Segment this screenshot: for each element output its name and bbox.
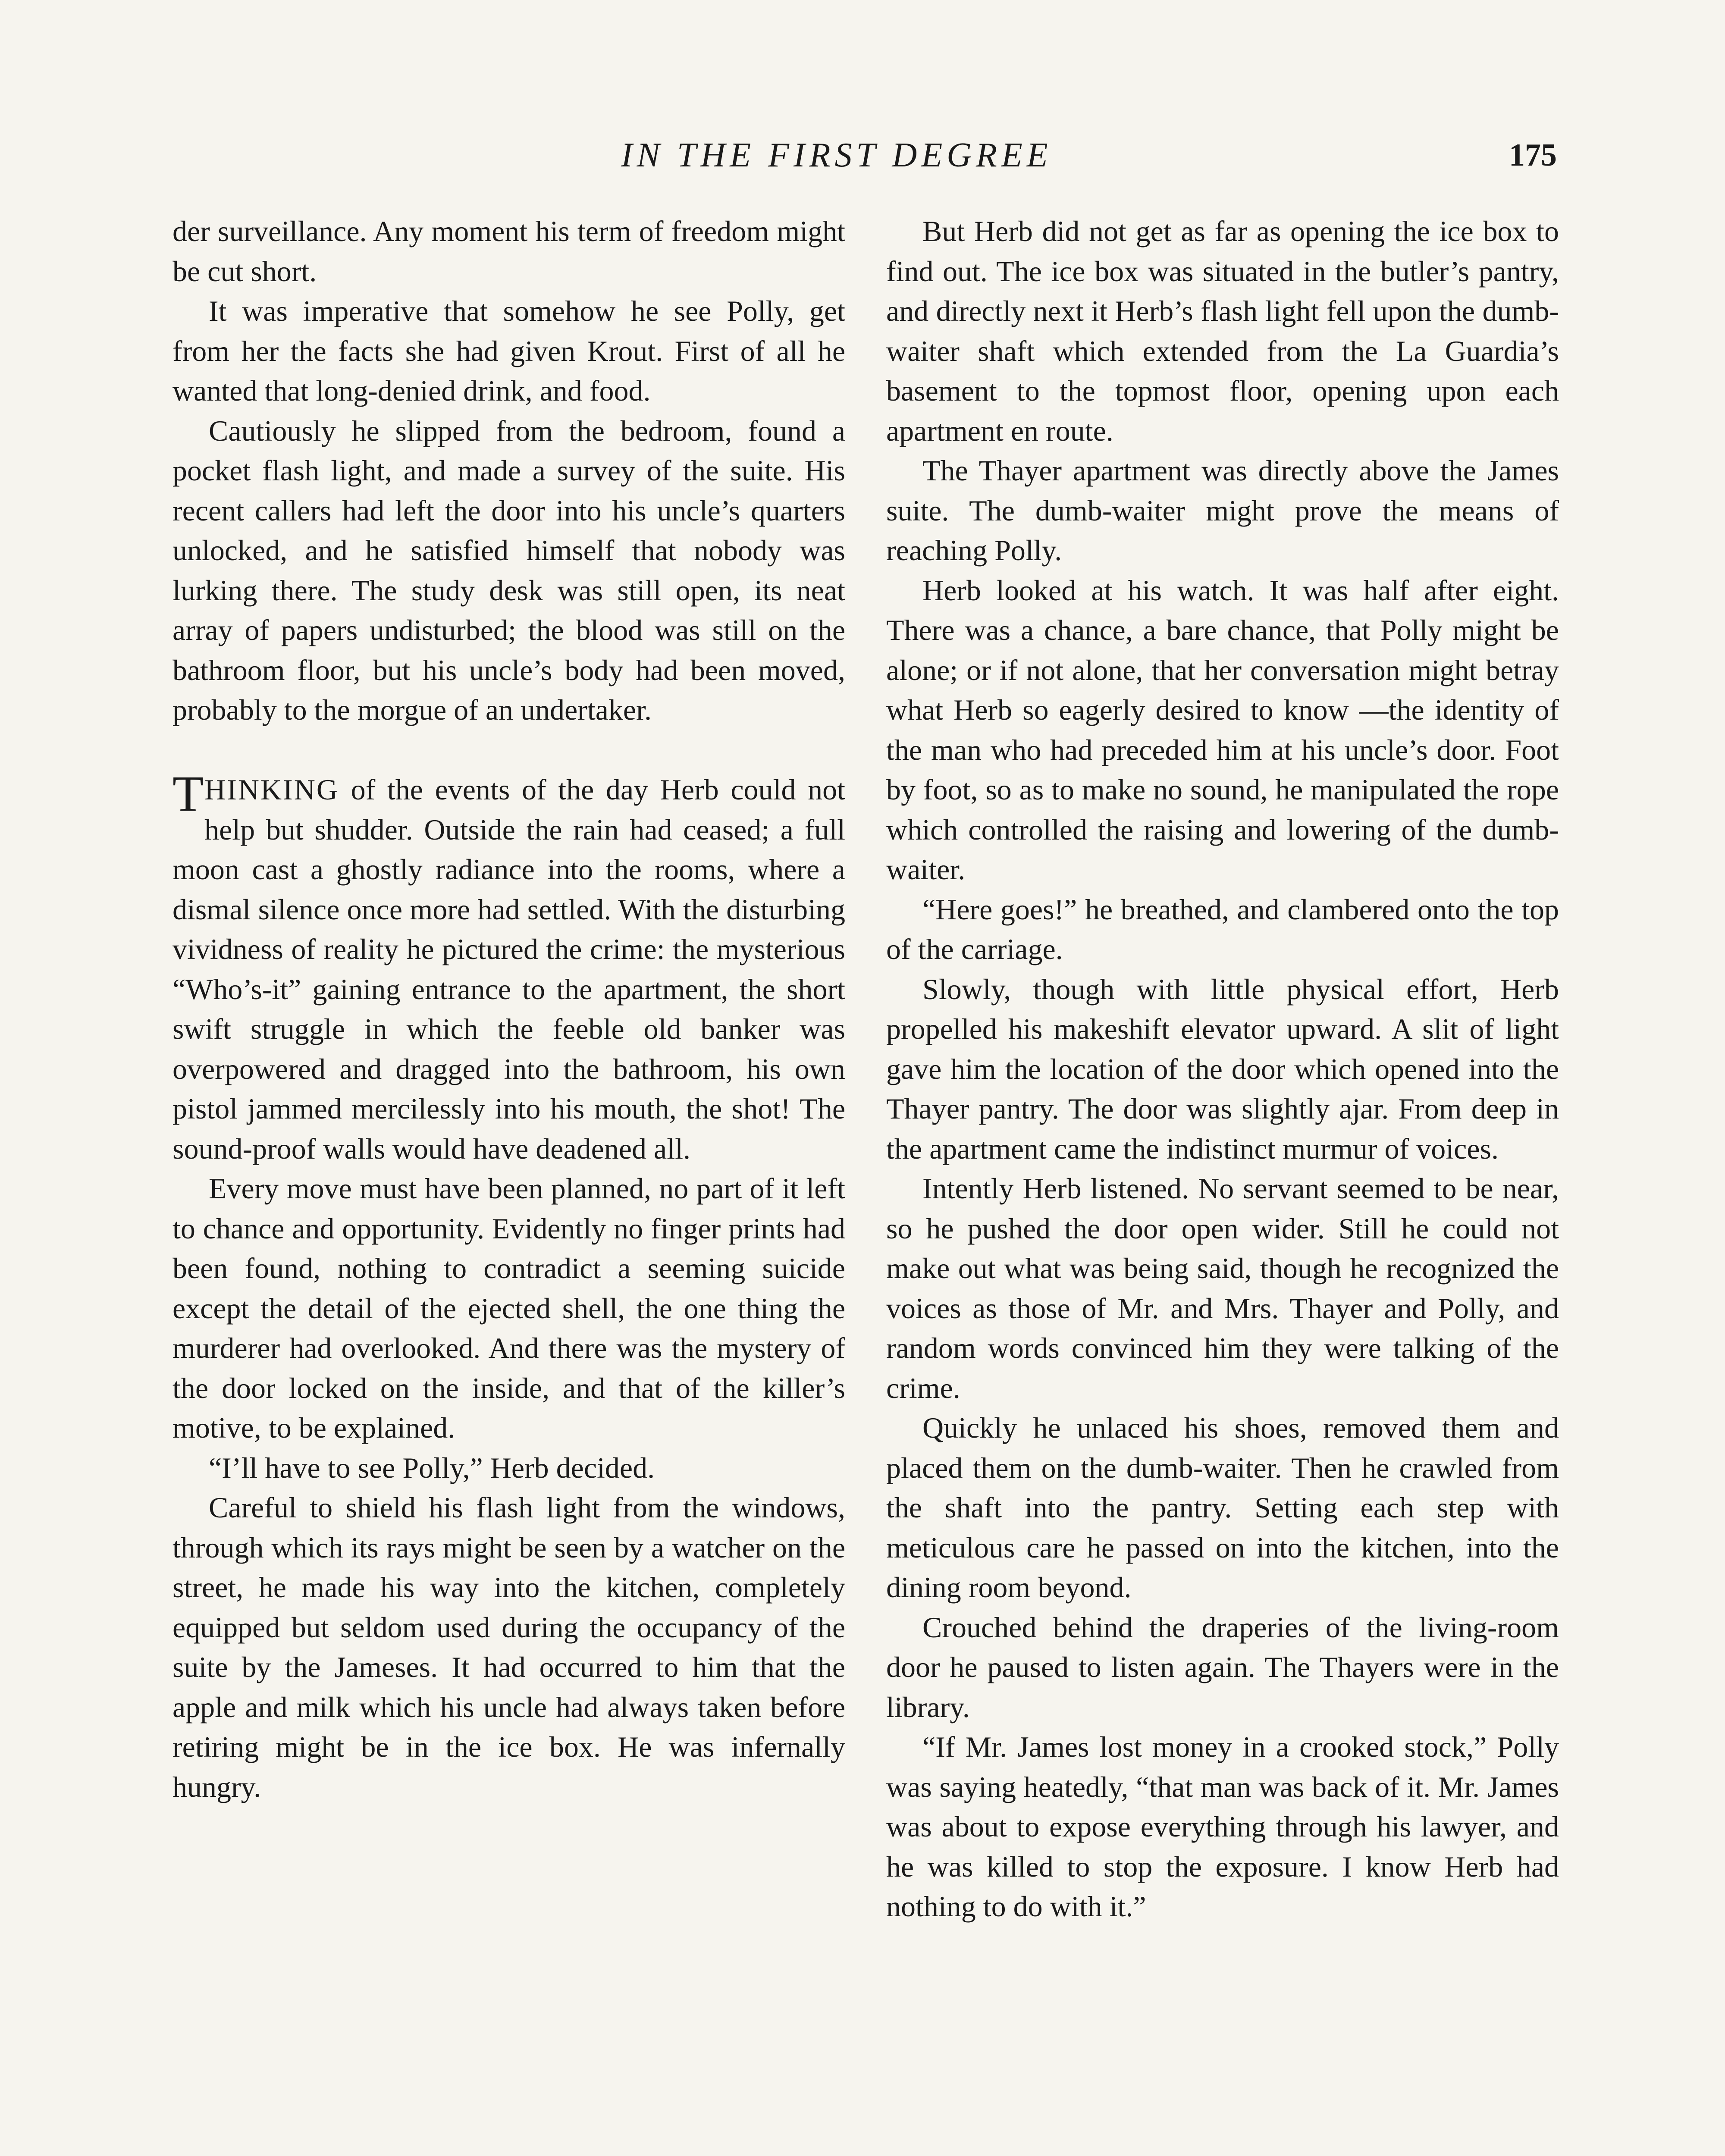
paragraph: Every move must have been planned, no part of it left to chance and opportunity. Evidently no finger prints had been found, nothing to contradict a seeming suicide except the detail of the ejected shell, the one thing the murderer had overlooked. And there was the mystery of the door locked on the inside, and that of the killer’s motive, to be explained.: [172, 1172, 845, 1444]
right-column: [886, 211, 1559, 1927]
paragraph: Crouched behind the draperies of the living-room door he paused to listen again. The Thayers were in the library.: [886, 1611, 1559, 1724]
paragraph: der surveillance. Any moment his term of freedom might be cut short.: [172, 215, 845, 288]
paragraph: Slowly, though with little physical effort, Herb propelled his makeshift elevator upward. A slit of light gave him the location of the door which opened into the Thayer pantry. The door was slightly ajar. From deep in the apartment came the indistinct murmur of voices.: [886, 972, 1559, 1165]
paragraph: “If Mr. James lost money in a crooked stock,” Polly was saying heatedly, “that man was back of it. Mr. James was about to expose everything through his lawyer, and he was killed to stop the exposure. I know Herb had nothing to do with it.”: [886, 1730, 1559, 1923]
paragraph: Herb looked at his watch. It was half after eight. There was a chance, a bare chance, that Polly might be alone; or if not alone, that her conversation might betray what Herb so eagerly desired to know —the identity of the man who had preceded him at his uncle’s door. Foot by foot, so as to make no sound, he manipulated the rope which controlled the raising and lowering of the dumb-waiter.: [886, 573, 1559, 886]
paragraph: “I’ll have to see Polly,” Herb decided.: [209, 1451, 655, 1484]
page-number: 175: [1509, 138, 1557, 173]
paragraph-text: of the events of the day Herb could not help but shudder. Outside the rain had ceased; a full moon cast a ghostly radiance into the rooms, where a dismal silence once more had settled. With the disturbing vividness of reality he pictured the crime: the mysterious “Who’s-it” gaining entrance to the apartment, the short swift struggle in which the feeble old banker was overpowered and dragged into the bathroom, his own pistol jammed mercilessly into his mouth, the shot! The sound-proof walls would have deadened all.: [172, 773, 845, 1165]
section-opening-paragraph: [172, 765, 845, 1169]
paragraph: Intently Herb listened. No servant seemed to be near, so he pushed the door open wider. Still he could not make out what was being said, though he recognized the voices as those of Mr. and Mrs. Thayer and Polly, and random words convinced him they were talking of the crime.: [886, 1172, 1559, 1404]
drop-cap: T: [172, 765, 204, 822]
left-column: [172, 211, 845, 1807]
paragraph: “Here goes!” he breathed, and clambered onto the top of the carriage.: [886, 893, 1559, 965]
paragraph: It was imperative that somehow he see Polly, get from her the facts she had given Krout. First of all he wanted that long-denied drink, and food.: [172, 295, 845, 407]
paragraph: Careful to shield his flash light from the windows, through which its rays might be seen by a watcher on the street, he made his way into the kitchen, completely equipped but seldom used during the occupancy of the suite by the Jameses. It had occurred to him that the apple and milk which his uncle had always taken before retiring might be in the ice box. He was infernally hungry.: [172, 1491, 845, 1803]
paragraph: Quickly he unlaced his shoes, removed them and placed them on the dumb-waiter. Then he crawled from the shaft into the pantry. Setting each step with meticulous care he passed on into the kitchen, into the dining room beyond.: [886, 1411, 1559, 1604]
lead-in-word: HINKING: [204, 773, 339, 806]
paragraph: But Herb did not get as far as opening the ice box to find out. The ice box was situated in the butler’s pantry, and directly next it Herb’s flash light fell upon the dumb-waiter shaft which extended from the La Guardia’s basement to the topmost floor, opening upon each apartment en route.: [886, 215, 1559, 447]
running-head: IN THE FIRST DEGREE: [621, 136, 1052, 174]
paragraph: Cautiously he slipped from the bedroom, found a pocket flash light, and made a survey of the suite. His recent callers had left the door into his uncle’s quarters unlocked, and he satisfied himself that nobody was lurking there. The study desk was still open, its neat array of papers undisturbed; the blood was still on the bathroom floor, but his uncle’s body had been moved, probably to the morgue of an undertaker.: [172, 414, 845, 726]
page-header: [0, 127, 1725, 183]
paragraph: The Thayer apartment was directly above the James suite. The dumb-waiter might prove the means of reaching Polly.: [886, 454, 1559, 567]
